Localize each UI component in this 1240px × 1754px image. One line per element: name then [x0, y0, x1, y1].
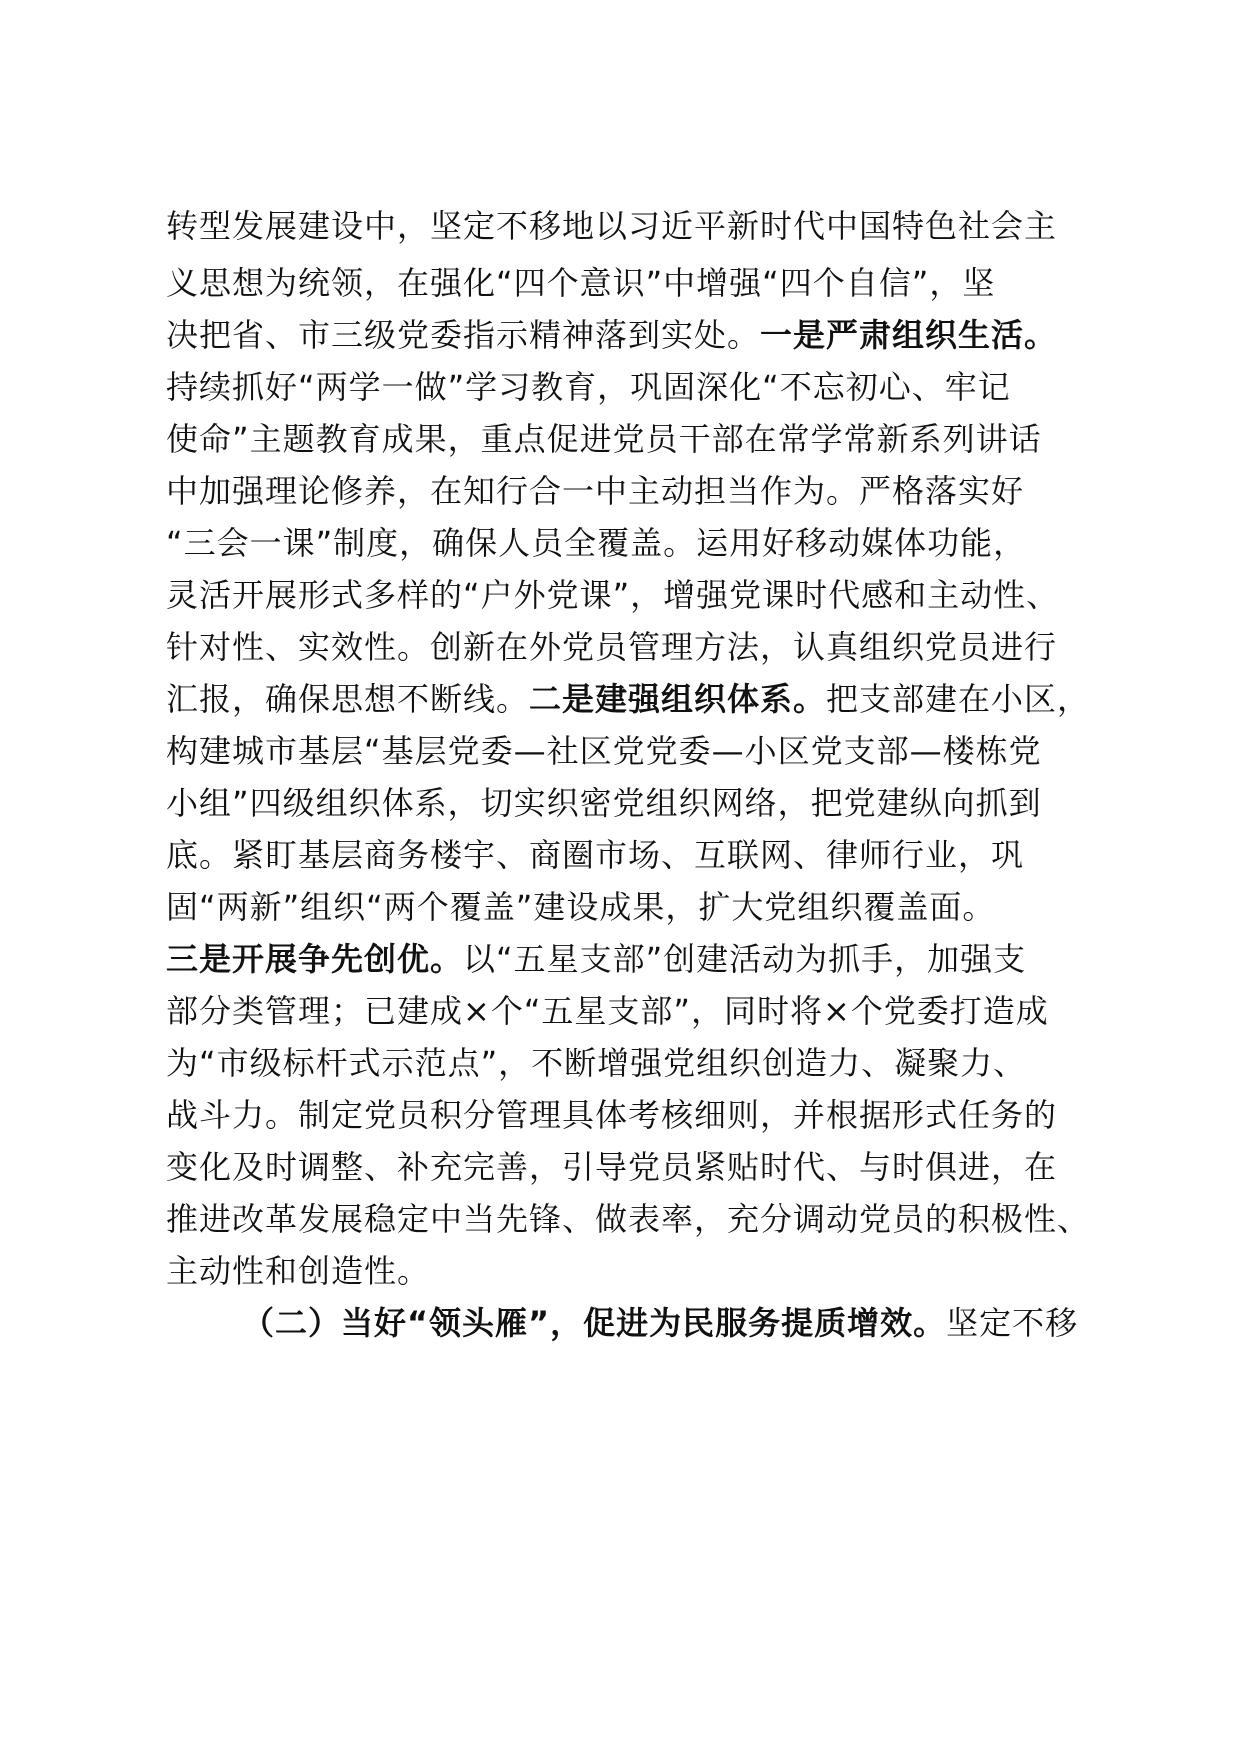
text-line: 决把省、市三级党委指示精神落到实处。一是严肃组织生活。 — [166, 316, 1058, 354]
text-line: 针对性、实效性。创新在外党员管理方法，认真组织党员进行 — [166, 628, 1058, 666]
text-line: 战斗力。制定党员积分管理具体考核细则，并根据形式任务的 — [166, 1096, 1058, 1134]
text-line: 中加强理论修养，在知行合一中主动担当作为。严格落实好 — [166, 472, 1025, 510]
text-line: 汇报，确保思想不断线。二是建强组织体系。把支部建在小区， — [166, 680, 1091, 718]
bold-heading: 二是建强组织体系。 — [529, 680, 827, 718]
text-line: 为“市级标杆式示范点”，不断增强党组织创造力、凝聚力、 — [166, 1044, 1027, 1082]
text-line: 灵活开展形式多样的“户外党课”，增强党课时代感和主动性、 — [166, 576, 1060, 614]
text-line: 推进改革发展稳定中当先锋、做表率，充分调动党员的积极性、 — [166, 1200, 1091, 1238]
text-line: 小组”四级组织体系，切实织密党组织网络，把党建纵向抓到 — [166, 784, 1042, 822]
section-heading-line: （二）当好“领头雁”，促进为民服务提质增效。坚定不移 — [242, 1304, 1079, 1342]
text-line: 变化及时调整、补充完善，引导党员紧贴时代、与时俱进，在 — [166, 1148, 1058, 1186]
text-line: 持续抓好“两学一做”学习教育，巩固深化“不忘初心、牢记 — [166, 368, 1011, 406]
bold-heading: 三是开展争先创优。 — [166, 940, 464, 978]
text-line: 转型发展建设中，坚定不移地以习近平新时代中国特色社会主 — [166, 207, 1058, 245]
text-line: 部分类管理；已建成×个“五星支部”，同时将×个党委打造成 — [166, 992, 1049, 1030]
text-line: 主动性和创造性。 — [166, 1252, 431, 1290]
bold-heading: 一是严肃组织生活。 — [760, 316, 1058, 354]
text-line: 使命”主题教育成果，重点促进党员干部在常学常新系列讲话 — [166, 420, 1042, 458]
text-line: 底。紧盯基层商务楼宇、商圈市场、互联网、律师行业，巩 — [166, 836, 1025, 874]
text-line: 三是开展争先创优。以“五星支部”创建活动为抓手，加强支 — [166, 940, 1027, 978]
text-line: 义思想为统领，在强化“四个意识”中增强“四个自信”，坚 — [166, 264, 996, 302]
text-line: “三会一课”制度，确保人员全覆盖。运用好移动媒体功能， — [166, 524, 1027, 562]
text-line: 构建城市基层“基层党委—社区党党委—小区党支部—楼栋党 — [166, 732, 1042, 770]
section-heading: （二）当好“领头雁”，促进为民服务提质增效。 — [242, 1304, 947, 1342]
text-line: 固“两新”组织“两个覆盖”建设成果，扩大党组织覆盖面。 — [166, 888, 996, 926]
